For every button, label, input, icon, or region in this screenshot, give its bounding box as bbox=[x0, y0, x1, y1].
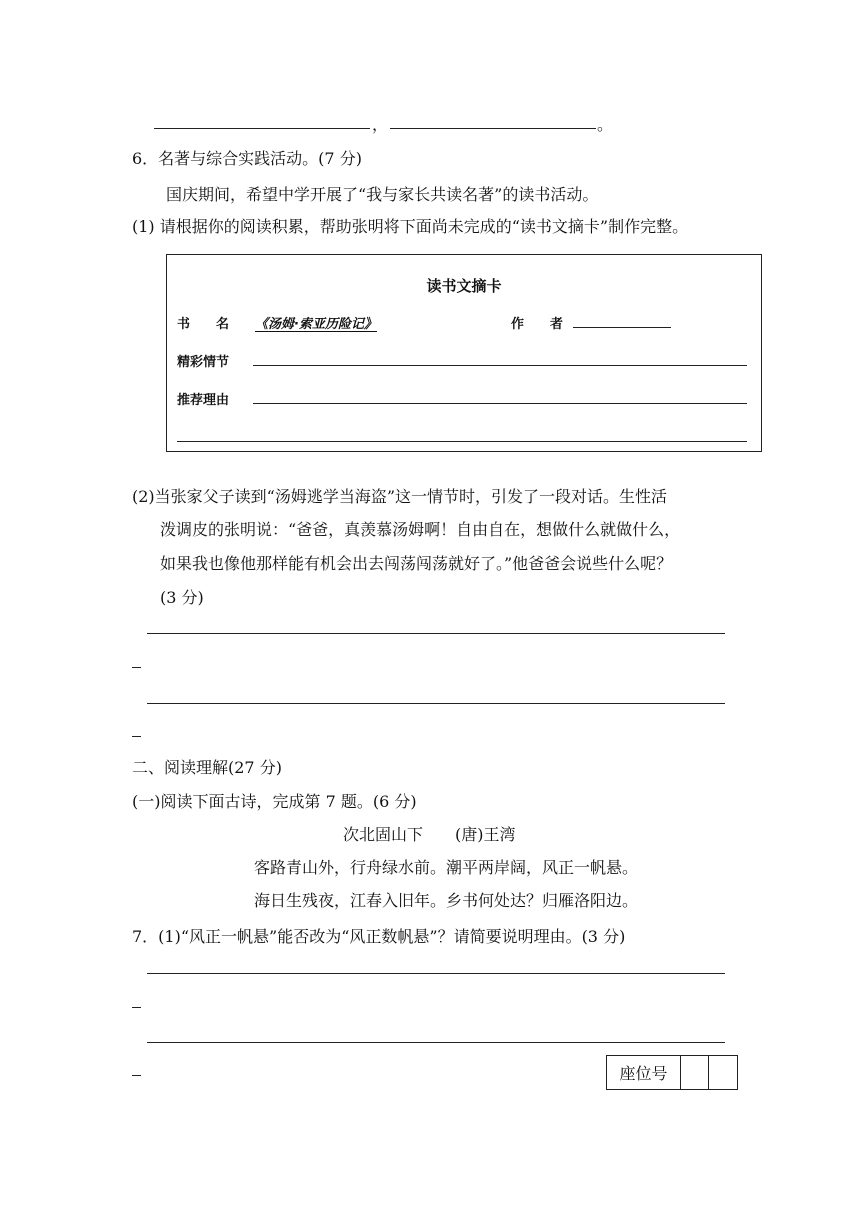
question-6-sub2-line4: (3 分) bbox=[160, 588, 204, 607]
author-blank[interactable] bbox=[573, 327, 671, 328]
question-6-sub2-line1: (2)当张家父子读到“汤姆逃学当海盗”这一情节时，引发了一段对话。生性活 bbox=[132, 487, 668, 506]
question-6-sub1: (1) 请根据你的阅读积累，帮助张明将下面尚未完成的“读书文摘卡”制作完整。 bbox=[132, 217, 689, 236]
book-value: 《汤姆·索亚历险记》 bbox=[255, 317, 377, 332]
seat-cell[interactable] bbox=[681, 1056, 709, 1089]
poem-title: 次北固山下 (唐)王湾 bbox=[343, 825, 516, 844]
author-label: 作 者 bbox=[511, 317, 564, 332]
period: 。 bbox=[597, 115, 614, 134]
poem-line-1: 客路青山外，行舟绿水前。潮平两岸阔，风正一帆悬。 bbox=[254, 858, 639, 877]
comma: ， bbox=[372, 115, 389, 134]
reason-label: 推荐理由 bbox=[177, 393, 230, 408]
book-label: 书 名 bbox=[177, 317, 230, 332]
line-dash bbox=[132, 736, 141, 737]
seat-cell[interactable] bbox=[709, 1056, 737, 1089]
section-2-heading: 二、阅读理解(27 分) bbox=[132, 758, 282, 777]
answer-line-7a[interactable] bbox=[147, 973, 725, 974]
section-2-part1: (一)阅读下面古诗，完成第 7 题。(6 分) bbox=[132, 792, 417, 811]
question-6-sub2-line2: 泼调皮的张明说：“爸爸，真羡慕汤姆啊！自由自在，想做什么就做什么， bbox=[160, 520, 681, 539]
reason-blank-2[interactable] bbox=[177, 441, 747, 442]
question-6-sub2-line3: 如果我也像他那样能有机会出去闯荡闯荡就好了。”他爸爸会说些什么呢？ bbox=[160, 554, 673, 573]
poem-line-2: 海日生残夜，江春入旧年。乡书何处达？归雁洛阳边。 bbox=[254, 891, 639, 910]
seat-label: 座位号 bbox=[607, 1056, 681, 1089]
answer-line-6-2a[interactable] bbox=[147, 633, 725, 634]
answer-line-6-2b[interactable] bbox=[147, 703, 725, 704]
reading-card bbox=[166, 254, 762, 452]
line-dash bbox=[132, 1075, 141, 1076]
question-6-heading: 6．名著与综合实践活动。(7 分) bbox=[132, 149, 362, 168]
reason-blank[interactable] bbox=[253, 403, 747, 404]
line-dash bbox=[132, 667, 141, 668]
highlight-blank[interactable] bbox=[253, 365, 747, 366]
answer-blank-2[interactable] bbox=[390, 128, 596, 129]
answer-blank-1[interactable] bbox=[154, 128, 370, 129]
card-title: 读书文摘卡 bbox=[426, 277, 502, 295]
question-6-intro: 国庆期间，希望中学开展了“我与家长共读名著”的读书活动。 bbox=[166, 185, 599, 204]
highlight-label: 精彩情节 bbox=[177, 355, 230, 370]
seat-number-box bbox=[606, 1055, 738, 1090]
line-dash bbox=[132, 1007, 141, 1008]
answer-line-7b[interactable] bbox=[147, 1042, 725, 1043]
question-7: 7．(1)“风正一帆悬”能否改为“风正数帆悬”？请简要说明理由。(3 分) bbox=[132, 927, 626, 946]
